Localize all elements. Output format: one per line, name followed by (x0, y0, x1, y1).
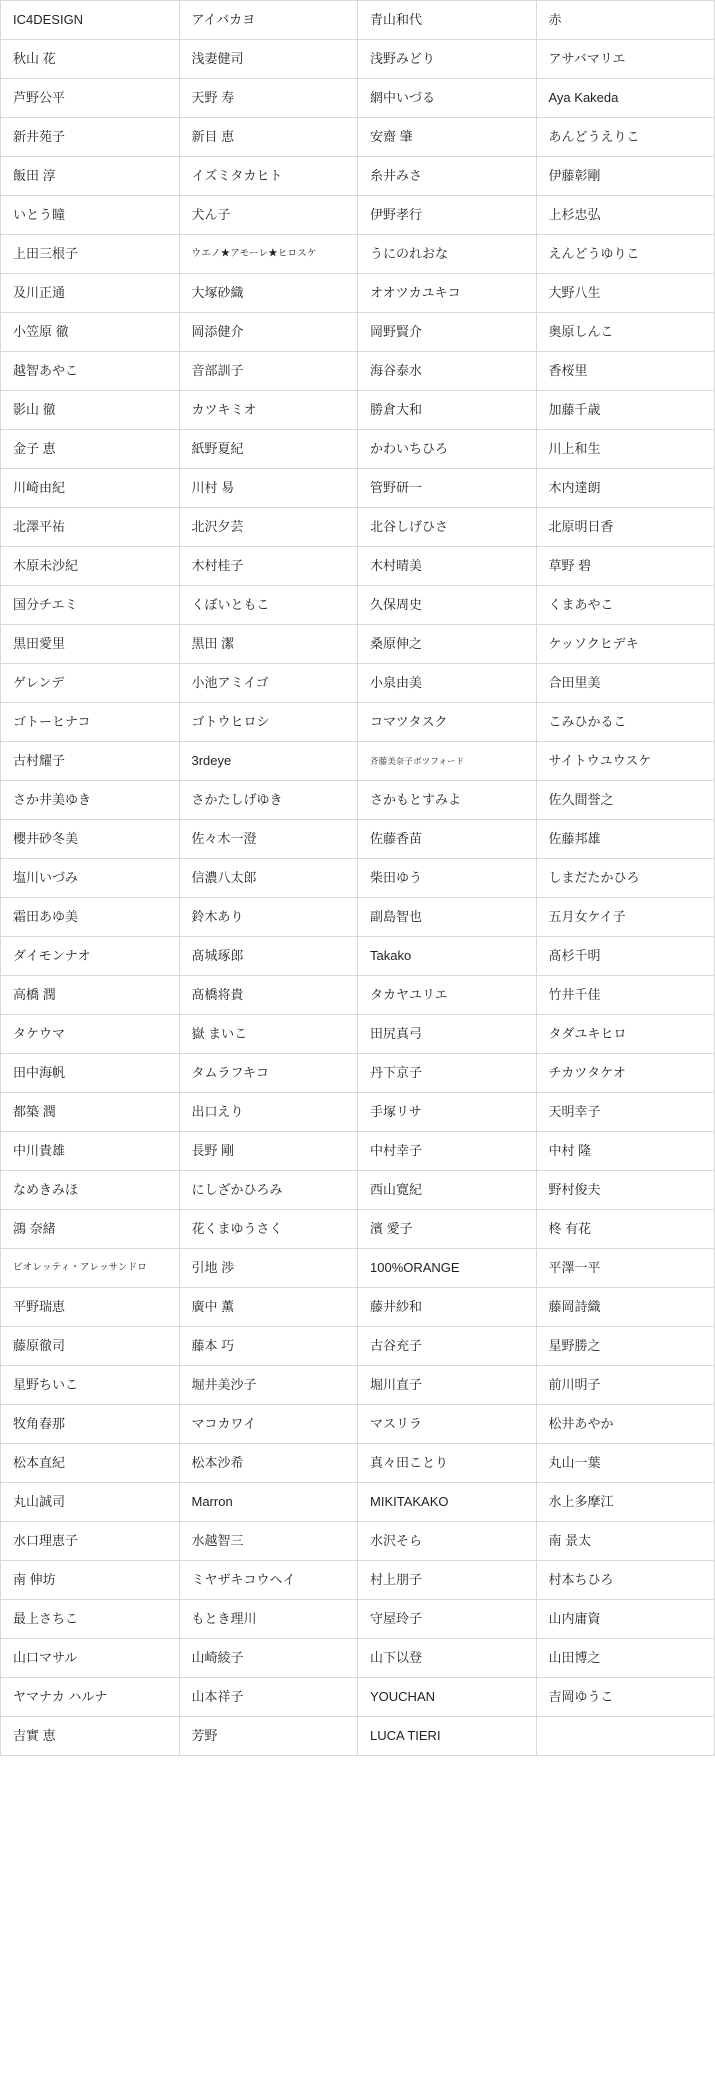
creator-name-cell[interactable]: 安齋 肇 (358, 118, 537, 157)
creator-name-cell[interactable]: 山口マサル (1, 1639, 180, 1678)
creator-name-cell[interactable]: 越智あやこ (1, 352, 180, 391)
creator-name-cell[interactable]: さか井美ゆき (1, 781, 180, 820)
creator-name-cell[interactable]: 都築 潤 (1, 1093, 180, 1132)
creator-name-cell[interactable]: もとき理川 (179, 1600, 358, 1639)
creator-name-cell[interactable]: 合田里美 (536, 664, 715, 703)
creator-name-cell[interactable]: 中川貴雄 (1, 1132, 180, 1171)
creator-name-cell[interactable]: 堀川直子 (358, 1366, 537, 1405)
creator-name-cell[interactable]: LUCA TIERI (358, 1717, 537, 1756)
creator-name-cell[interactable]: 海谷泰水 (358, 352, 537, 391)
creator-name-cell[interactable]: しまだたかひろ (536, 859, 715, 898)
creator-name-cell[interactable]: 丹下京子 (358, 1054, 537, 1093)
creator-name-cell[interactable]: さかもとすみよ (358, 781, 537, 820)
creator-name-grid-body (1, 1, 715, 1756)
creator-name-cell[interactable]: 古谷充子 (358, 1327, 537, 1366)
creator-name-cell[interactable]: Marron (179, 1483, 358, 1522)
creator-name-cell[interactable]: 松井あやか (536, 1405, 715, 1444)
creator-name-cell[interactable]: 大野八生 (536, 274, 715, 313)
creator-name-cell[interactable]: 出口えり (179, 1093, 358, 1132)
creator-name-cell[interactable]: 川村 易 (179, 469, 358, 508)
creator-name-cell[interactable]: 北澤平祐 (1, 508, 180, 547)
table-row (1, 742, 715, 781)
creator-name-cell[interactable]: 犬ん子 (179, 196, 358, 235)
creator-name-cell[interactable]: 丸山一葉 (536, 1444, 715, 1483)
creator-name-cell[interactable]: 山本祥子 (179, 1678, 358, 1717)
creator-name-cell[interactable]: 水沢そら (358, 1522, 537, 1561)
table-row (1, 1, 715, 40)
creator-name-cell[interactable]: ウエノ★アモーレ★ヒロスケ (179, 235, 358, 274)
creator-name-cell[interactable]: IC4DESIGN (1, 1, 180, 40)
table-row (1, 1288, 715, 1327)
table-row (1, 40, 715, 79)
table-row (1, 469, 715, 508)
creator-name-cell[interactable]: 紙野夏紀 (179, 430, 358, 469)
creator-name-cell[interactable]: 天野 寿 (179, 79, 358, 118)
creator-name-cell[interactable]: 青山和代 (358, 1, 537, 40)
creator-name-cell[interactable]: MIKITAKAKO (358, 1483, 537, 1522)
creator-name-cell[interactable]: くぼいともこ (179, 586, 358, 625)
creator-name-cell[interactable]: 山崎綾子 (179, 1639, 358, 1678)
table-row (1, 1093, 715, 1132)
creator-name-cell[interactable]: 北原明日香 (536, 508, 715, 547)
creator-name-cell[interactable]: 南 景太 (536, 1522, 715, 1561)
table-row (1, 1327, 715, 1366)
creator-name-cell[interactable]: 髙杉千明 (536, 937, 715, 976)
table-row (1, 157, 715, 196)
creator-name-cell[interactable]: 及川正通 (1, 274, 180, 313)
creator-name-cell[interactable]: 高橋 潤 (1, 976, 180, 1015)
creator-name-cell[interactable]: 最上さちこ (1, 1600, 180, 1639)
creator-name-cell[interactable]: 水越智三 (179, 1522, 358, 1561)
creator-name-cell[interactable]: コマツタスク (358, 703, 537, 742)
creator-name-cell[interactable]: マコカワイ (179, 1405, 358, 1444)
creator-name-cell[interactable]: YOUCHAN (358, 1678, 537, 1717)
creator-name-cell[interactable]: こみひかるこ (536, 703, 715, 742)
creator-name-cell[interactable]: 木原未沙紀 (1, 547, 180, 586)
table-row (1, 430, 715, 469)
creator-name-cell[interactable]: 飯田 淳 (1, 157, 180, 196)
creator-name-cell[interactable]: 廣中 薫 (179, 1288, 358, 1327)
creator-name-cell[interactable]: 柊 有花 (536, 1210, 715, 1249)
creator-name-cell[interactable]: 髙城琢郎 (179, 937, 358, 976)
creator-name-cell[interactable]: 南 伸坊 (1, 1561, 180, 1600)
table-row (1, 352, 715, 391)
creator-name-cell[interactable]: 久保周史 (358, 586, 537, 625)
creator-name-cell[interactable]: あんどうえりこ (536, 118, 715, 157)
creator-name-cell[interactable]: 北谷しげひさ (358, 508, 537, 547)
creator-name-cell[interactable]: 霜田あゆ美 (1, 898, 180, 937)
creator-name-cell[interactable]: 芦野公平 (1, 79, 180, 118)
table-row (1, 703, 715, 742)
creator-name-cell[interactable]: タダユキヒロ (536, 1015, 715, 1054)
creator-name-cell[interactable]: 網中いづる (358, 79, 537, 118)
creator-name-cell[interactable]: 山下以登 (358, 1639, 537, 1678)
creator-name-cell[interactable]: 芳野 (179, 1717, 358, 1756)
creator-name-cell[interactable]: Aya Kakeda (536, 79, 715, 118)
creator-name-cell[interactable]: 丸山誠司 (1, 1483, 180, 1522)
creator-name-cell[interactable]: Takako (358, 937, 537, 976)
creator-name-cell[interactable]: 守屋玲子 (358, 1600, 537, 1639)
creator-name-cell[interactable]: 副島智也 (358, 898, 537, 937)
creator-name-cell[interactable]: 星野勝之 (536, 1327, 715, 1366)
creator-name-cell[interactable]: なめきみほ (1, 1171, 180, 1210)
creator-name-cell[interactable]: 柴田ゆう (358, 859, 537, 898)
table-row (1, 976, 715, 1015)
creator-name-cell[interactable]: ヤマナカ ハルナ (1, 1678, 180, 1717)
creator-name-cell[interactable]: ゴトウヒロシ (179, 703, 358, 742)
creator-name-cell[interactable]: タムラフキコ (179, 1054, 358, 1093)
creator-name-cell[interactable]: 松本沙希 (179, 1444, 358, 1483)
table-row (1, 1561, 715, 1600)
table-row (1, 391, 715, 430)
table-row (1, 1249, 715, 1288)
creator-name-cell[interactable]: 加藤千歳 (536, 391, 715, 430)
creator-name-cell[interactable]: 木村晴美 (358, 547, 537, 586)
creator-name-cell[interactable]: 奥原しんこ (536, 313, 715, 352)
creator-name-cell[interactable]: 嶽 まいこ (179, 1015, 358, 1054)
table-row (1, 1717, 715, 1756)
creator-name-cell[interactable]: 上杉忠弘 (536, 196, 715, 235)
creator-name-cell[interactable]: 髙橋将貴 (179, 976, 358, 1015)
creator-name-cell[interactable]: 木内達朗 (536, 469, 715, 508)
creator-name-cell[interactable]: 藤原徹司 (1, 1327, 180, 1366)
creator-name-cell[interactable]: 中村 隆 (536, 1132, 715, 1171)
creator-name-cell[interactable]: タケウマ (1, 1015, 180, 1054)
creator-name-cell[interactable]: さかたしげゆき (179, 781, 358, 820)
creator-name-cell[interactable]: 前川明子 (536, 1366, 715, 1405)
creator-name-cell[interactable]: 浅妻健司 (179, 40, 358, 79)
creator-name-cell[interactable]: 田尻真弓 (358, 1015, 537, 1054)
table-row (1, 1483, 715, 1522)
creator-name-cell[interactable]: 濱 愛子 (358, 1210, 537, 1249)
creator-name-cell[interactable]: 木村桂子 (179, 547, 358, 586)
creator-name-cell[interactable]: ビオレッティ・アレッサンドロ (1, 1249, 180, 1288)
table-row (1, 1132, 715, 1171)
creator-name-cell[interactable]: 佐藤香苗 (358, 820, 537, 859)
creator-name-cell[interactable]: 田中海帆 (1, 1054, 180, 1093)
table-row (1, 274, 715, 313)
creator-name-cell[interactable]: 山内庸資 (536, 1600, 715, 1639)
creator-name-cell[interactable]: 小笠原 徹 (1, 313, 180, 352)
table-row (1, 781, 715, 820)
creator-name-cell[interactable]: 手塚リサ (358, 1093, 537, 1132)
table-row (1, 313, 715, 352)
creator-name-cell[interactable]: 小池アミイゴ (179, 664, 358, 703)
creator-name-cell[interactable]: 平野瑞恵 (1, 1288, 180, 1327)
creator-name-cell[interactable]: 新目 恵 (179, 118, 358, 157)
creator-name-cell[interactable]: 佐藤邦雄 (536, 820, 715, 859)
table-row (1, 1054, 715, 1093)
creator-name-cell[interactable]: にしざかひろみ (179, 1171, 358, 1210)
creator-name-cell[interactable]: 山田博之 (536, 1639, 715, 1678)
table-row (1, 625, 715, 664)
creator-name-cell[interactable]: 平澤一平 (536, 1249, 715, 1288)
creator-name-cell[interactable]: 吉岡ゆうこ (536, 1678, 715, 1717)
creator-name-cell[interactable]: かわいちひろ (358, 430, 537, 469)
creator-name-cell[interactable]: 伊藤彰剛 (536, 157, 715, 196)
creator-name-cell[interactable]: 大塚砂織 (179, 274, 358, 313)
creator-name-cell[interactable]: ケッソクヒデキ (536, 625, 715, 664)
creator-name-cell[interactable]: サイトウユウスケ (536, 742, 715, 781)
creator-name-cell[interactable]: 伊野孝行 (358, 196, 537, 235)
table-row (1, 1600, 715, 1639)
creator-name-cell[interactable]: イズミタカヒト (179, 157, 358, 196)
creator-name-cell[interactable]: 藤井紗和 (358, 1288, 537, 1327)
creator-name-cell[interactable]: ゲレンデ (1, 664, 180, 703)
creator-name-cell[interactable]: 古村耀子 (1, 742, 180, 781)
creator-name-cell[interactable]: うにのれおな (358, 235, 537, 274)
creator-name-cell[interactable]: 川上和生 (536, 430, 715, 469)
creator-name-cell[interactable]: いとう瞳 (1, 196, 180, 235)
creator-name-cell[interactable]: くまあやこ (536, 586, 715, 625)
creator-name-cell[interactable]: 鈴木あり (179, 898, 358, 937)
table-row (1, 859, 715, 898)
creator-name-cell[interactable]: 北沢夕芸 (179, 508, 358, 547)
table-row (1, 898, 715, 937)
creator-name-cell[interactable]: 3rdeye (179, 742, 358, 781)
creator-name-cell[interactable]: チカツタケオ (536, 1054, 715, 1093)
creator-name-cell[interactable]: 斉藤美奈子ボツフォード (358, 742, 537, 781)
table-row (1, 664, 715, 703)
creator-name-cell[interactable]: マスリラ (358, 1405, 537, 1444)
creator-name-cell[interactable]: タカヤユリエ (358, 976, 537, 1015)
creator-name-cell[interactable]: 佐久間誉之 (536, 781, 715, 820)
creator-name-cell[interactable]: 秋山 花 (1, 40, 180, 79)
table-row (1, 586, 715, 625)
creator-name-cell[interactable]: 川崎由紀 (1, 469, 180, 508)
creator-name-cell[interactable]: 塩川いづみ (1, 859, 180, 898)
creator-name-cell[interactable]: 引地 渉 (179, 1249, 358, 1288)
creator-name-cell[interactable]: 信濃八太郎 (179, 859, 358, 898)
table-row (1, 1405, 715, 1444)
creator-name-cell[interactable]: 赤 (536, 1, 715, 40)
creator-name-cell[interactable]: 新井苑子 (1, 118, 180, 157)
creator-name-cell[interactable]: ゴトーヒナコ (1, 703, 180, 742)
creator-name-cell[interactable]: 真々田ことり (358, 1444, 537, 1483)
creator-name-cell[interactable]: 桑原伸之 (358, 625, 537, 664)
creator-name-cell[interactable]: 草野 碧 (536, 547, 715, 586)
creator-name-cell[interactable]: 岡添健介 (179, 313, 358, 352)
creator-name-cell[interactable]: 村上朋子 (358, 1561, 537, 1600)
creator-name-cell[interactable]: 五月女ケイ子 (536, 898, 715, 937)
table-row (1, 508, 715, 547)
creator-name-cell[interactable]: アサバマリエ (536, 40, 715, 79)
creator-name-cell[interactable]: 岡野賢介 (358, 313, 537, 352)
creator-name-cell[interactable]: 100%ORANGE (358, 1249, 537, 1288)
creator-name-cell[interactable]: 西山寛紀 (358, 1171, 537, 1210)
creator-name-cell[interactable]: 牧角春那 (1, 1405, 180, 1444)
creator-name-cell[interactable]: 上田三根子 (1, 235, 180, 274)
creator-name-cell[interactable]: 管野研一 (358, 469, 537, 508)
creator-name-cell[interactable]: 村本ちひろ (536, 1561, 715, 1600)
table-row (1, 937, 715, 976)
table-row (1, 118, 715, 157)
creator-name-cell[interactable]: オオツカユキコ (358, 274, 537, 313)
creator-name-cell[interactable]: 佐々木一澄 (179, 820, 358, 859)
table-row (1, 547, 715, 586)
creator-name-cell[interactable]: 天明幸子 (536, 1093, 715, 1132)
creator-name-cell[interactable]: アイバカヨ (179, 1, 358, 40)
table-row (1, 1366, 715, 1405)
table-row (1, 1210, 715, 1249)
table-row (1, 1639, 715, 1678)
creator-name-cell[interactable]: 黒田 潔 (179, 625, 358, 664)
creator-name-cell[interactable]: 糸井みさ (358, 157, 537, 196)
creator-name-cell[interactable]: 星野ちいこ (1, 1366, 180, 1405)
creator-name-cell[interactable]: 音部訓子 (179, 352, 358, 391)
creator-name-cell[interactable]: 藤本 巧 (179, 1327, 358, 1366)
creator-name-cell[interactable]: 水口理恵子 (1, 1522, 180, 1561)
creator-name-cell[interactable]: 長野 剛 (179, 1132, 358, 1171)
table-row (1, 1171, 715, 1210)
creator-name-cell[interactable]: 竹井千佳 (536, 976, 715, 1015)
creator-name-cell[interactable]: 藤岡詩織 (536, 1288, 715, 1327)
table-row (1, 1015, 715, 1054)
creator-name-cell[interactable]: 小泉由美 (358, 664, 537, 703)
creator-name-cell[interactable]: 中村幸子 (358, 1132, 537, 1171)
table-row (1, 196, 715, 235)
table-row (1, 1522, 715, 1561)
creator-name-cell[interactable]: ダイモンナオ (1, 937, 180, 976)
table-row (1, 79, 715, 118)
creator-name-cell[interactable]: 黒田愛里 (1, 625, 180, 664)
creator-name-cell[interactable]: 野村俊夫 (536, 1171, 715, 1210)
table-row (1, 1444, 715, 1483)
creator-name-cell[interactable]: えんどうゆりこ (536, 235, 715, 274)
table-row (1, 235, 715, 274)
table-row (1, 820, 715, 859)
creator-name-cell[interactable]: 水上多摩江 (536, 1483, 715, 1522)
creator-name-cell[interactable]: ミヤザキコウヘイ (179, 1561, 358, 1600)
table-row (1, 1678, 715, 1717)
creator-name-cell[interactable]: 香桜里 (536, 352, 715, 391)
creator-name-cell[interactable]: 鴻 奈緒 (1, 1210, 180, 1249)
creator-name-cell[interactable]: 櫻井砂冬美 (1, 820, 180, 859)
creator-name-cell (536, 1717, 715, 1756)
creator-name-cell[interactable]: 勝倉大和 (358, 391, 537, 430)
creator-name-cell[interactable]: 影山 徹 (1, 391, 180, 430)
creator-name-cell[interactable]: 浅野みどり (358, 40, 537, 79)
creator-name-cell[interactable]: カツキミオ (179, 391, 358, 430)
creator-name-cell[interactable]: 金子 恵 (1, 430, 180, 469)
creator-name-cell[interactable]: 吉實 恵 (1, 1717, 180, 1756)
creator-name-cell[interactable]: 堀井美沙子 (179, 1366, 358, 1405)
creator-name-cell[interactable]: 花くまゆうさく (179, 1210, 358, 1249)
creator-name-cell[interactable]: 松本直紀 (1, 1444, 180, 1483)
creator-name-cell[interactable]: 国分チエミ (1, 586, 180, 625)
